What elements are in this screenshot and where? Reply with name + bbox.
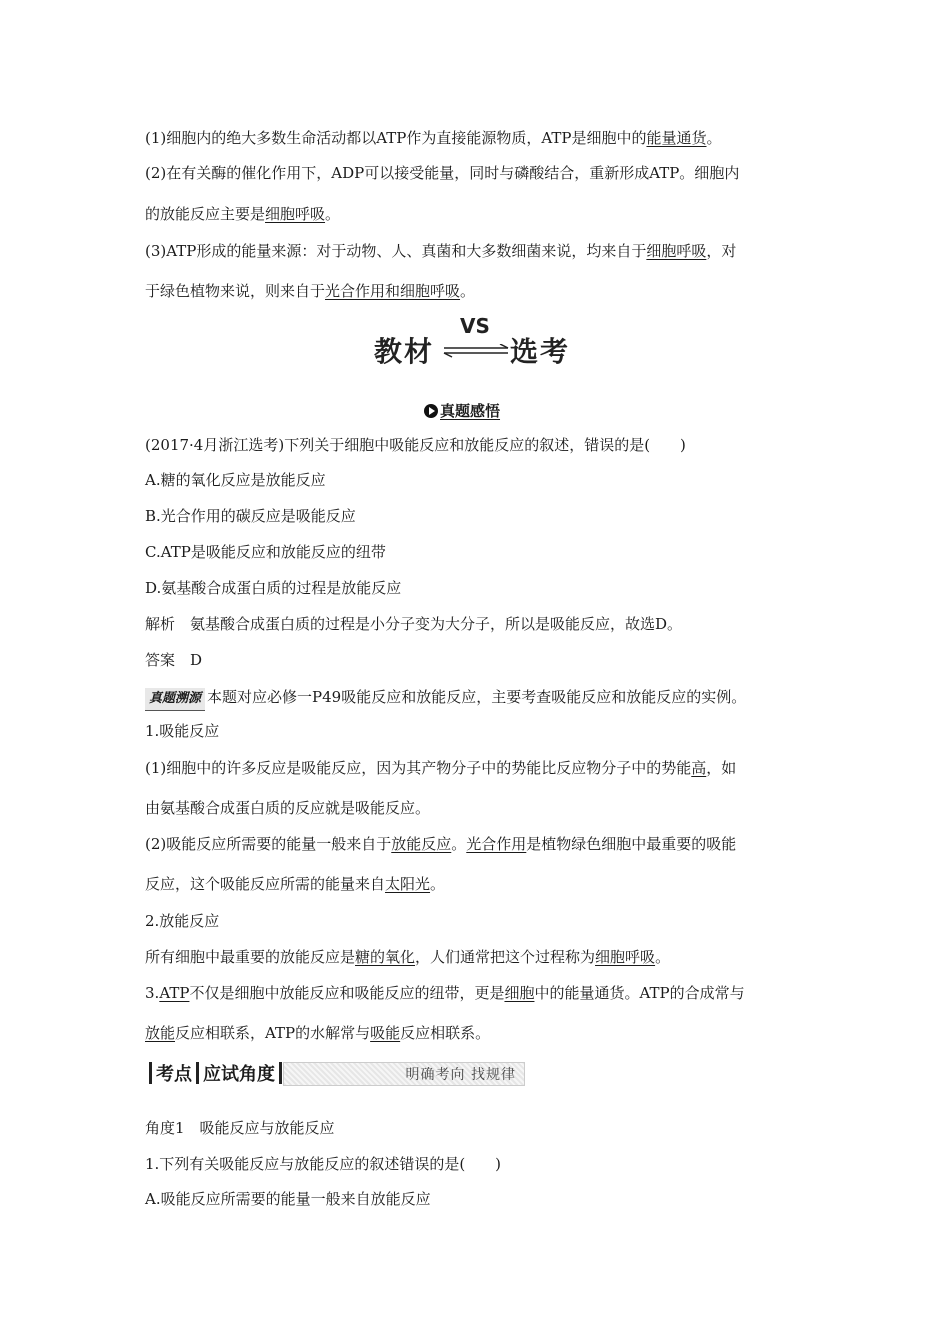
play-circle-icon	[424, 404, 438, 418]
angle-title: 角度1 吸能反应与放能反应	[145, 1119, 335, 1137]
option-d: D.氨基酸合成蛋白质的过程是放能反应	[145, 579, 402, 597]
exam-angle-bar-title: 考点 应试角度	[145, 1060, 286, 1086]
banner-vs-text: VS	[460, 314, 490, 338]
textbook-vs-exam-banner	[372, 314, 582, 372]
section-title-real-questions: 真题感悟	[424, 400, 500, 421]
absorb-p2-line1: (2)吸能反应所需要的能量一般来自于放能反应。光合作用是植物绿色细胞中最重要的吸能	[145, 835, 737, 853]
atp-point-3-line2: 于绿色植物来说，则来自于光合作用和细胞呼吸。	[145, 282, 476, 300]
release-heading: 2.放能反应	[145, 912, 220, 930]
analysis: 解析 氨基酸合成蛋白质的过程是小分子变为大分子，所以是吸能反应，故选D。	[145, 615, 683, 633]
double-arrow-icon	[442, 344, 510, 358]
option-a: A.糖的氧化反应是放能反应	[145, 471, 326, 489]
banner-left-text: 教材	[374, 335, 435, 368]
absorb-p2-line2: 反应，这个吸能反应所需的能量来自太阳光。	[145, 875, 446, 893]
source-tag-badge: 真题溯源	[145, 688, 205, 711]
option-c: C.ATP是吸能反应和放能反应的纽带	[145, 543, 386, 561]
question-stem: (2017·4月浙江选考)下列关于细胞中吸能反应和放能反应的叙述，错误的是( )	[145, 436, 686, 454]
atp-link-line1: 3.ATP不仅是细胞中放能反应和吸能反应的纽带，更是细胞中的能量通货。ATP的合成常与	[145, 984, 745, 1002]
absorb-p1-line2: 由氨基酸合成蛋白质的反应就是吸能反应。	[145, 799, 431, 817]
atp-link-line2: 放能反应相联系，ATP的水解常与吸能反应相联系。	[145, 1024, 491, 1042]
atp-point-1: (1)细胞内的绝大多数生命活动都以ATP作为直接能源物质，ATP是细胞中的能量通货。	[145, 129, 722, 147]
angle-question-1: 1.下列有关吸能反应与放能反应的叙述错误的是( )	[145, 1155, 502, 1173]
absorb-heading: 1.吸能反应	[145, 722, 220, 740]
atp-point-3-line1: (3)ATP形成的能量来源：对于动物、人、真菌和大多数细菌来说，均来自于细胞呼吸，对	[145, 242, 737, 260]
atp-point-2-line2: 的放能反应主要是细胞呼吸。	[145, 205, 341, 223]
exam-angle-bar-subtitle: 明确考向 找规律	[283, 1062, 525, 1086]
angle-question-1-option-a: A.吸能反应所需要的能量一般来自放能反应	[145, 1190, 431, 1208]
answer: 答案 D	[145, 651, 203, 669]
atp-point-2-line1: (2)在有关酶的催化作用下，ADP可以接受能量，同时与磷酸结合，重新形成ATP。细胞内	[145, 164, 740, 182]
exam-angle-bar	[145, 1060, 525, 1086]
absorb-p1-line1: (1)细胞中的许多反应是吸能反应，因为其产物分子中的势能比反应物分子中的势能高，如	[145, 759, 737, 777]
source-trace: 真题溯源 本题对应必修一P49吸能反应和放能反应，主要考查吸能反应和放能反应的实例。	[145, 686, 746, 711]
release-text: 所有细胞中最重要的放能反应是糖的氧化，人们通常把这个过程称为细胞呼吸。	[145, 948, 671, 966]
banner-right-text: 选考	[510, 335, 571, 368]
option-b: B.光合作用的碳反应是吸能反应	[145, 507, 356, 525]
